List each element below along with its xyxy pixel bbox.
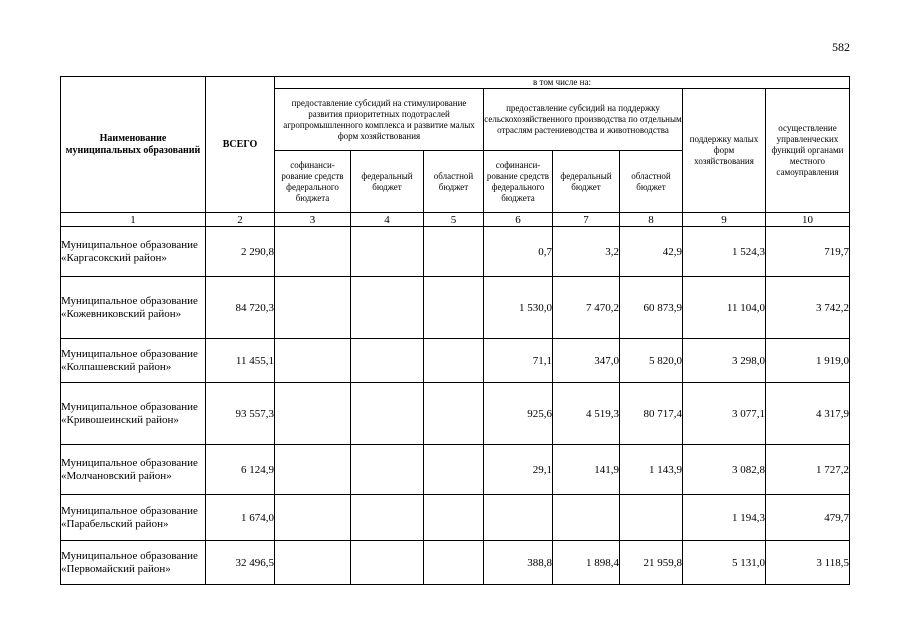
cell-c5 [424,277,484,339]
table-row [61,445,850,495]
header-group-stimulation: предоставление субсидий на стимулирование развития приоритетных подотраслей агропромышленного комплекса и развитие малых форм хозяйствования [275,89,484,151]
table-row [61,541,850,585]
municipality-name: Муниципальное образование «Колпашевский район» [61,339,206,383]
column-number: 9 [683,213,766,227]
cell-c7: 1 898,4 [553,541,620,585]
cell-c6: 1 530,0 [484,277,553,339]
cell-total: 32 496,5 [206,541,275,585]
header-name-of-municipality: Наименование муниципальных образований [61,77,206,213]
column-number: 5 [424,213,484,227]
cell-c10: 4 317,9 [766,383,850,445]
cell-total: 11 455,1 [206,339,275,383]
municipality-name: Муниципальное образование «Кривошеинский район» [61,383,206,445]
cell-c10: 719,7 [766,227,850,277]
column-number: 6 [484,213,553,227]
table-header [61,77,850,227]
cell-c8: 42,9 [620,227,683,277]
cell-total: 84 720,3 [206,277,275,339]
cell-c7: 3,2 [553,227,620,277]
cell-c3 [275,339,351,383]
cell-c6: 71,1 [484,339,553,383]
cell-c3 [275,445,351,495]
cell-c4 [351,227,424,277]
municipality-name: Муниципальное образование «Каргасокский район» [61,227,206,277]
cell-c4 [351,495,424,541]
header-regional-b: областной бюджет [620,151,683,213]
cell-c5 [424,227,484,277]
cell-c9: 3 082,8 [683,445,766,495]
cell-c7: 347,0 [553,339,620,383]
column-number: 2 [206,213,275,227]
table-body [61,227,850,585]
cell-c4 [351,383,424,445]
cell-c9: 3 298,0 [683,339,766,383]
cell-c3 [275,227,351,277]
table-row [61,227,850,277]
column-number: 8 [620,213,683,227]
table-row [61,277,850,339]
municipality-name: Муниципальное образование «Кожевниковский район» [61,277,206,339]
cell-c7: 4 519,3 [553,383,620,445]
header-admin-functions: осуществление управленческих функций органами местного самоуправления [766,89,850,213]
cell-c9: 11 104,0 [683,277,766,339]
cell-c8 [620,495,683,541]
cell-c4 [351,541,424,585]
cell-c9: 3 077,1 [683,383,766,445]
cell-c8: 21 959,8 [620,541,683,585]
cell-c6: 29,1 [484,445,553,495]
cell-c3 [275,541,351,585]
cell-c9: 5 131,0 [683,541,766,585]
municipality-name: Муниципальное образование «Парабельский район» [61,495,206,541]
cell-c10: 3 118,5 [766,541,850,585]
cell-total: 1 674,0 [206,495,275,541]
cell-c8: 80 717,4 [620,383,683,445]
table-row [61,383,850,445]
page-number: 582 [832,40,850,54]
cell-c5 [424,495,484,541]
header-cofinancing-a: софинанси-рование средств федерального бюджета [275,151,351,213]
cell-c3 [275,495,351,541]
column-number: 7 [553,213,620,227]
header-cofinancing-b: софинанси-рование средств федерального бюджета [484,151,553,213]
cell-c9: 1 194,3 [683,495,766,541]
subsidy-table [60,76,850,585]
cell-c3 [275,277,351,339]
cell-c8: 60 873,9 [620,277,683,339]
cell-total: 6 124,9 [206,445,275,495]
column-number: 4 [351,213,424,227]
cell-c7: 141,9 [553,445,620,495]
cell-c4 [351,339,424,383]
cell-c8: 1 143,9 [620,445,683,495]
cell-c6: 388,8 [484,541,553,585]
cell-c5 [424,339,484,383]
header-federal-a: федеральный бюджет [351,151,424,213]
cell-c10: 3 742,2 [766,277,850,339]
cell-c10: 1 727,2 [766,445,850,495]
municipality-name: Муниципальное образование «Молчановский район» [61,445,206,495]
header-federal-b: федеральный бюджет [553,151,620,213]
column-number: 10 [766,213,850,227]
cell-total: 93 557,3 [206,383,275,445]
cell-c4 [351,277,424,339]
cell-c5 [424,541,484,585]
cell-c6: 0,7 [484,227,553,277]
column-number: 3 [275,213,351,227]
cell-total: 2 290,8 [206,227,275,277]
municipality-name: Муниципальное образование «Первомайский район» [61,541,206,585]
header-total: ВСЕГО [206,77,275,213]
cell-c4 [351,445,424,495]
cell-c5 [424,445,484,495]
cell-c10: 479,7 [766,495,850,541]
header-small-forms: поддержку малых форм хозяйствования [683,89,766,213]
table-row [61,495,850,541]
cell-c10: 1 919,0 [766,339,850,383]
column-number: 1 [61,213,206,227]
cell-c5 [424,383,484,445]
cell-c6 [484,495,553,541]
cell-c7 [553,495,620,541]
cell-c9: 1 524,3 [683,227,766,277]
table-row [61,339,850,383]
cell-c7: 7 470,2 [553,277,620,339]
header-including: в том числе на: [275,77,850,89]
cell-c3 [275,383,351,445]
header-group-support: предоставление субсидий на поддержку сельскохозяйственного производства по отдельным отраслям растениеводства и животноводства [484,89,683,151]
header-regional-a: областной бюджет [424,151,484,213]
cell-c8: 5 820,0 [620,339,683,383]
cell-c6: 925,6 [484,383,553,445]
